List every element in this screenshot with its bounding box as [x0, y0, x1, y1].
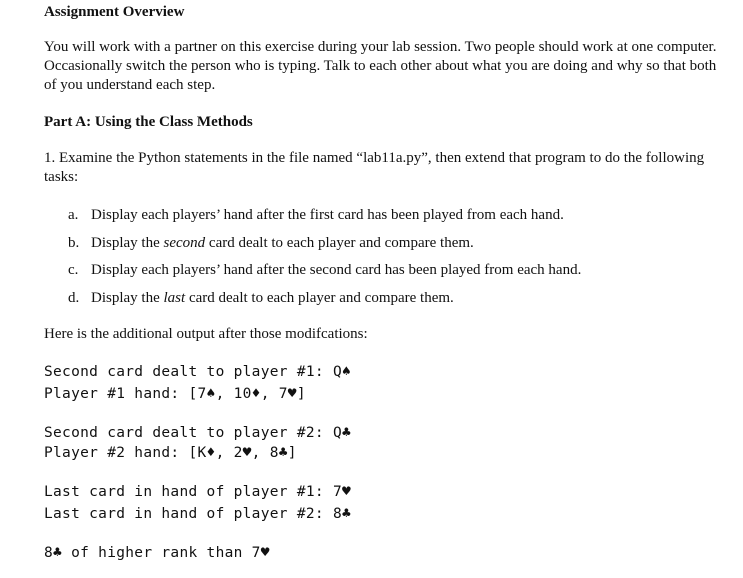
task-marker: d.: [68, 290, 80, 306]
output-line-hand-p1: Player #1 hand: [7♠, 10♦, 7♥]: [44, 386, 306, 402]
output-intro-text: Here is the additional output after those modifcations:: [44, 326, 368, 342]
assignment-overview-heading: Assignment Overview: [44, 4, 185, 20]
task-text-rest: card dealt to each player and compare them.: [205, 235, 474, 251]
overview-paragraph: You will work with a partner on this exercise during your lab session. Two people should work at one computer. Occasionally switch the person who is typing. Talk to each other about what you are doing and why so that both of you understand each step.: [44, 39, 717, 93]
output-line-last-card-p1: Last card in hand of player #1: 7♥: [44, 484, 352, 500]
task-item-a: [68, 206, 564, 224]
task-text: Display each players’ hand after the first card has been played from each hand.: [91, 207, 564, 223]
task-text-rest: card dealt to each player and compare them.: [185, 290, 454, 306]
task-item-c: [68, 261, 581, 279]
output-line-compare: 8♣ of higher rank than 7♥: [44, 545, 270, 561]
task-marker: c.: [68, 262, 79, 278]
step-1-text: 1. Examine the Python statements in the file named “lab11a.py”, then extend that program to do the following tasks:: [44, 150, 705, 185]
output-line-second-card-p2: Second card dealt to player #2: Q♣: [44, 425, 352, 441]
task-emphasis: last: [163, 290, 186, 306]
task-text: Display the: [91, 235, 164, 251]
output-line-second-card-p1: Second card dealt to player #1: Q♠: [44, 364, 352, 380]
task-emphasis: second: [163, 235, 206, 251]
task-text: Display the: [91, 290, 164, 306]
part-a-heading: Part A: Using the Class Methods: [44, 114, 253, 130]
output-line-last-card-p2: Last card in hand of player #2: 8♣: [44, 506, 352, 522]
task-item-b: [68, 234, 474, 252]
task-text: Display each players’ hand after the second card has been played from each hand.: [91, 262, 582, 278]
task-item-d: [68, 289, 454, 307]
task-marker: a.: [68, 207, 79, 223]
task-marker: b.: [68, 235, 80, 251]
output-line-hand-p2: Player #2 hand: [K♦, 2♥, 8♣]: [44, 445, 297, 461]
